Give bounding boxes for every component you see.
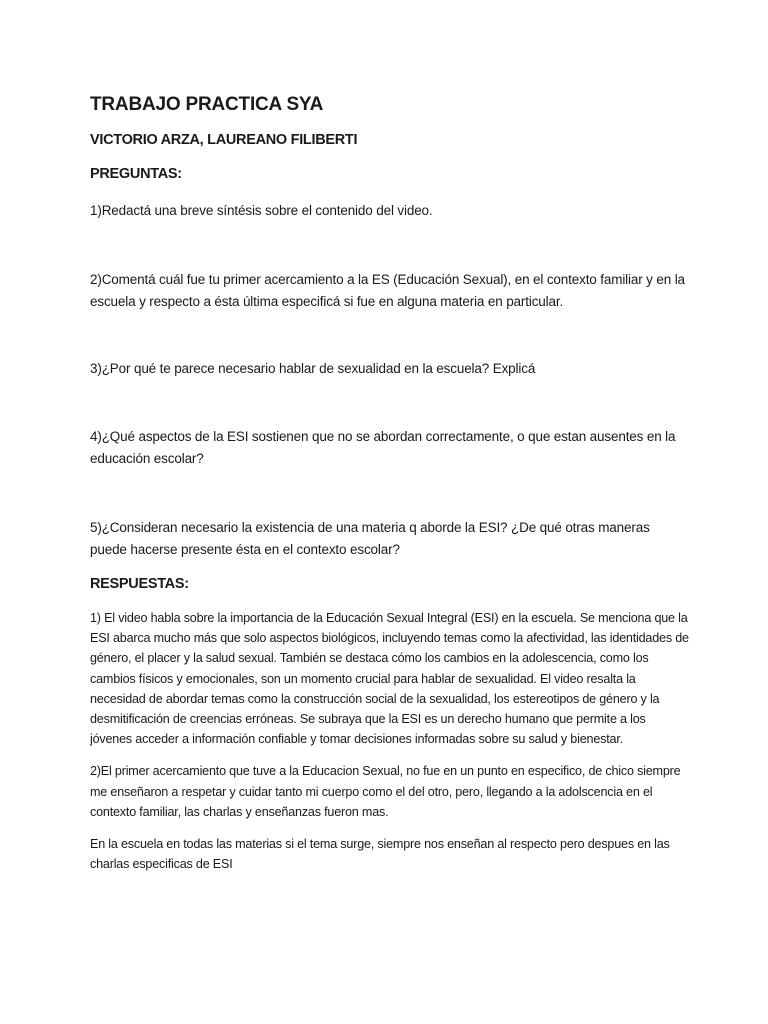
answers-heading: RESPUESTAS: [90,576,189,592]
answer-2: 2)El primer acercamiento que tuve a la Educacion Sexual, no fue en un punto en especifico, de chico siempre me enseñaron a respetar y cuidar tanto mi cuerpo como el del otro, pero, llegando a la adolscencia en el contexto familiar, las charlas y enseñanzas fueron mas. [90,764,681,819]
question-1: 1)Redactá una breve síntésis sobre el contenido del video. [90,203,433,218]
questions-heading: PREGUNTAS: [90,166,182,182]
document-page [90,92,690,874]
question-3: 3)¿Por qué te parece necesario hablar de sexualidad en la escuela? Explicá [90,361,536,376]
authors-line: VICTORIO ARZA, LAUREANO FILIBERTI [90,132,358,148]
document-title: TRABAJO PRACTICA SYA [90,94,324,115]
question-4: 4)¿Qué aspectos de la ESI sostienen que no se abordan correctamente, o que estan ausentes en la educación escolar? [90,429,676,466]
answer-1: 1) El video habla sobre la importancia de la Educación Sexual Integral (ESI) en la escuela. Se menciona que la ESI abarca mucho más que solo aspectos biológicos, incluyendo temas como la afectividad, las identidades de género, el placer y la salud sexual. También se destaca cómo los cambios en la adolescencia, como los cambios físicos y emocionales, son un momento crucial para hablar de sexualidad. El video resalta la necesidad de abordar temas como la construcción social de la sexualidad, los estereotipos de género y la desmitificación de creencias erróneas. Se subraya que la ESI es un derecho humano que permite a los jóvenes acceder a información confiable y tomar decisiones informadas sobre su salud y bienestar. [90,611,689,747]
answer-2-continued: En la escuela en todas las materias si el tema surge, siempre nos enseñan al respecto pero despues en las charlas especificas de ESI [90,837,670,872]
question-2: 2)Comentá cuál fue tu primer acercamiento a la ES (Educación Sexual), en el contexto familiar y en la escuela y respecto a ésta última especificá si fue en alguna materia en particular. [90,272,685,309]
question-5: 5)¿Consideran necesario la existencia de una materia q aborde la ESI? ¿De qué otras maneras puede hacerse presente ésta en el contexto escolar? [90,520,650,557]
